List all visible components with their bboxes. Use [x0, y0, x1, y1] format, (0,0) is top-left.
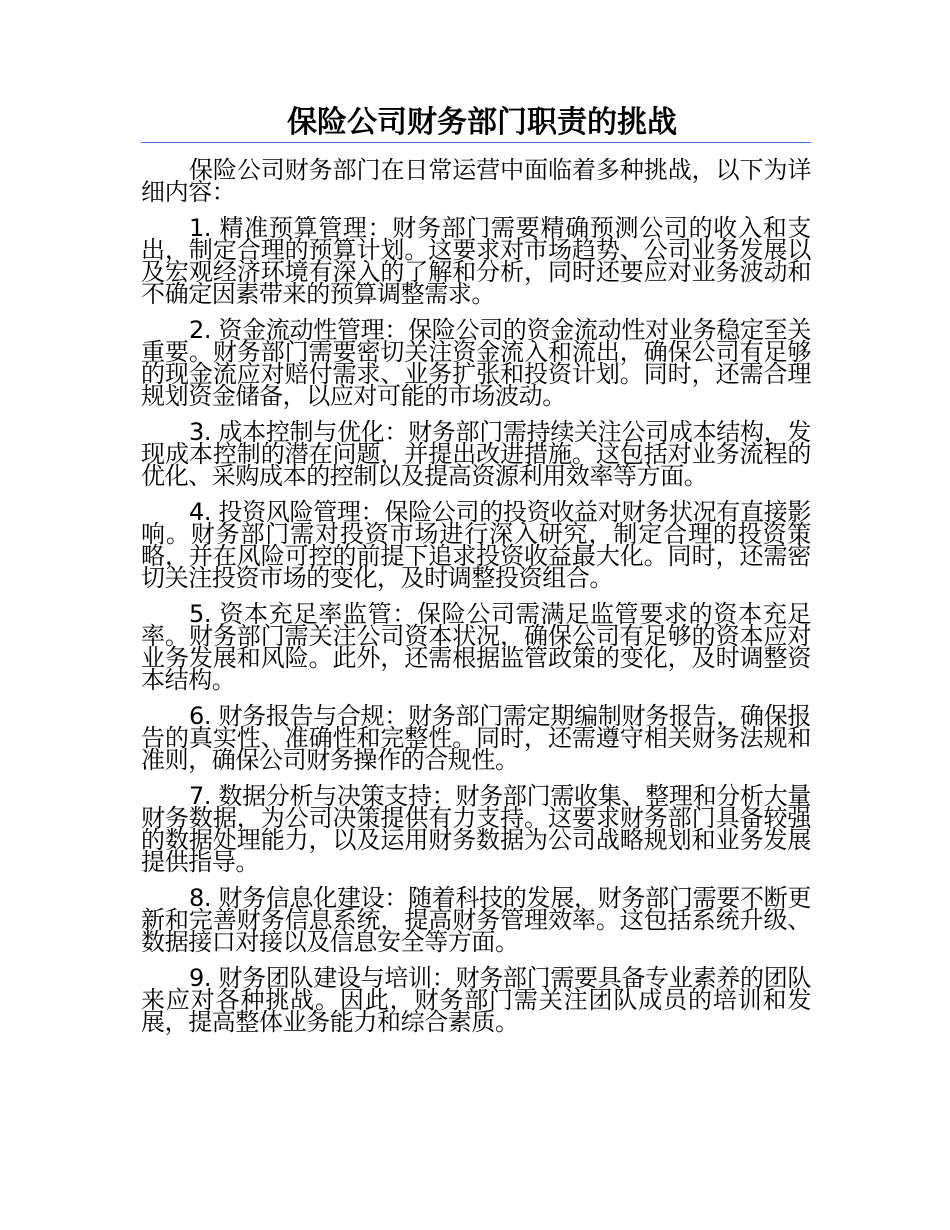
paragraph-cost-control: 3. 成本控制与优化：财务部门需持续关注公司成本结构，发现成本控制的潜在问题，并提出改进措施。这包括对业务流程的优化、采购成本的控制以及提高资源利用效率等方面。: [141, 418, 811, 490]
paragraph-team-training: 9. 财务团队建设与培训：财务部门需要具备专业素养的团队来应对各种挑战。因此，财务部门需关注团队成员的培训和发展，提高整体业务能力和综合素质。: [141, 964, 811, 1036]
intro-paragraph: 保险公司财务部门在日常运营中面临着多种挑战，以下为详细内容：: [141, 156, 811, 206]
document-page: [141, 104, 811, 1047]
paragraph-capital-adequacy: 5. 资本充足率监管：保险公司需满足监管要求的资本充足率。财务部门需关注公司资本状况，确保公司有足够的资本应对业务发展和风险。此外，还需根据监管政策的变化，及时调整资本结构。: [141, 600, 811, 694]
paragraph-investment-risk: 4. 投资风险管理：保险公司的投资收益对财务状况有直接影响。财务部门需对投资市场进行深入研究，制定合理的投资策略，并在风险可控的前提下追求投资收益最大化。同时，还需密切关注投资市场的变化，及时调整投资组合。: [141, 498, 811, 592]
paragraph-budget: 1. 精准预算管理：财务部门需要精确预测公司的收入和支出，制定合理的预算计划。这要求对市场趋势、公司业务发展以及宏观经济环境有深入的了解和分析，同时还要应对业务波动和不确定因素带来的预算调整需求。: [141, 214, 811, 308]
paragraph-it-construction: 8. 财务信息化建设：随着科技的发展，财务部门需要不断更新和完善财务信息系统，提高财务管理效率。这包括系统升级、数据接口对接以及信息安全等方面。: [141, 884, 811, 956]
paragraph-liquidity: 2. 资金流动性管理：保险公司的资金流动性对业务稳定至关重要。财务部门需要密切关注资金流入和流出，确保公司有足够的现金流应对赔付需求、业务扩张和投资计划。同时，还需合理规划资金储备，以应对可能的市场波动。: [141, 316, 811, 410]
paragraph-data-analysis: 7. 数据分析与决策支持：财务部门需收集、整理和分析大量财务数据，为公司决策提供有力支持。这要求财务部门具备较强的数据处理能力，以及运用财务数据为公司战略规划和业务发展提供指导。: [141, 782, 811, 876]
document-title: 保险公司财务部门职责的挑战: [287, 105, 677, 140]
title-underline: [141, 142, 811, 143]
paragraph-reporting-compliance: 6. 财务报告与合规：财务部门需定期编制财务报告，确保报告的真实性、准确性和完整性。同时，还需遵守相关财务法规和准则，确保公司财务操作的合规性。: [141, 702, 811, 774]
